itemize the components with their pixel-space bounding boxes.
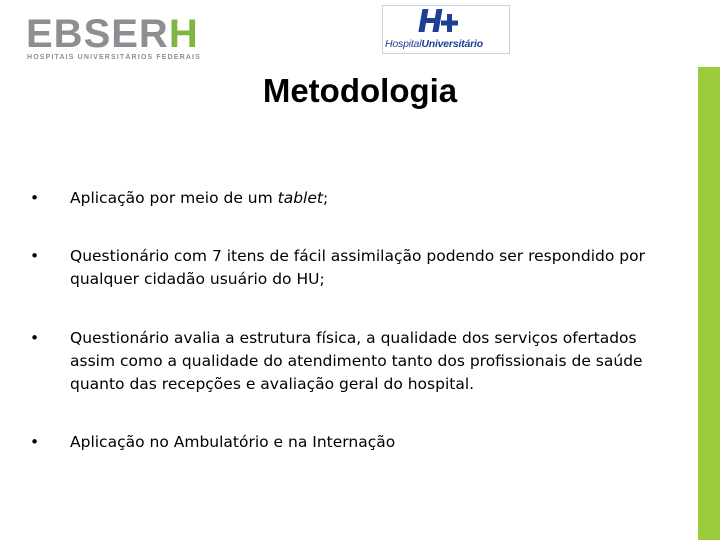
bullet-text: Questionário avalia a estrutura física, a qualidade dos serviços ofertados assim como a qualidade do atendimento tanto dos profissionais de saúde quanto das recepções e avaliação geral do hospital.: [70, 329, 643, 393]
bullet-marker: •: [30, 247, 40, 265]
ebserh-logo-text: [26, 14, 199, 54]
bullet-text: Questionário com 7 itens de fácil assimilação podendo ser respondido por qualquer cidadão usuário do HU;: [70, 247, 645, 288]
bullet-marker: •: [30, 433, 40, 451]
bullet-text-before: Aplicação por meio de um: [70, 189, 278, 207]
bullet-text: Aplicação no Ambulatório e na Internação: [70, 433, 396, 451]
hospital-universitario-logo: [382, 5, 510, 54]
ebserh-logo: [26, 12, 216, 64]
bullet-marker: •: [30, 329, 40, 347]
bullet-marker: •: [30, 189, 40, 207]
hu-text-regular: Hospital: [385, 38, 422, 50]
hu-text-bold: Universitário: [421, 38, 483, 50]
bullet-text: [70, 187, 685, 210]
ebserh-logo-prefix: EBSER: [26, 12, 169, 56]
bullet-text-after: ;: [322, 189, 329, 207]
ebserh-logo-suffix: H: [168, 12, 199, 56]
hospital-universitario-text: [385, 38, 483, 50]
bullet-text-italic: tablet: [277, 189, 323, 207]
ebserh-logo-subtitle: HOSPITAIS UNIVERSITÁRIOS FEDERAIS: [27, 54, 201, 61]
h-plus-icon: [383, 6, 511, 38]
slide-title: Metodologia: [262, 72, 458, 109]
